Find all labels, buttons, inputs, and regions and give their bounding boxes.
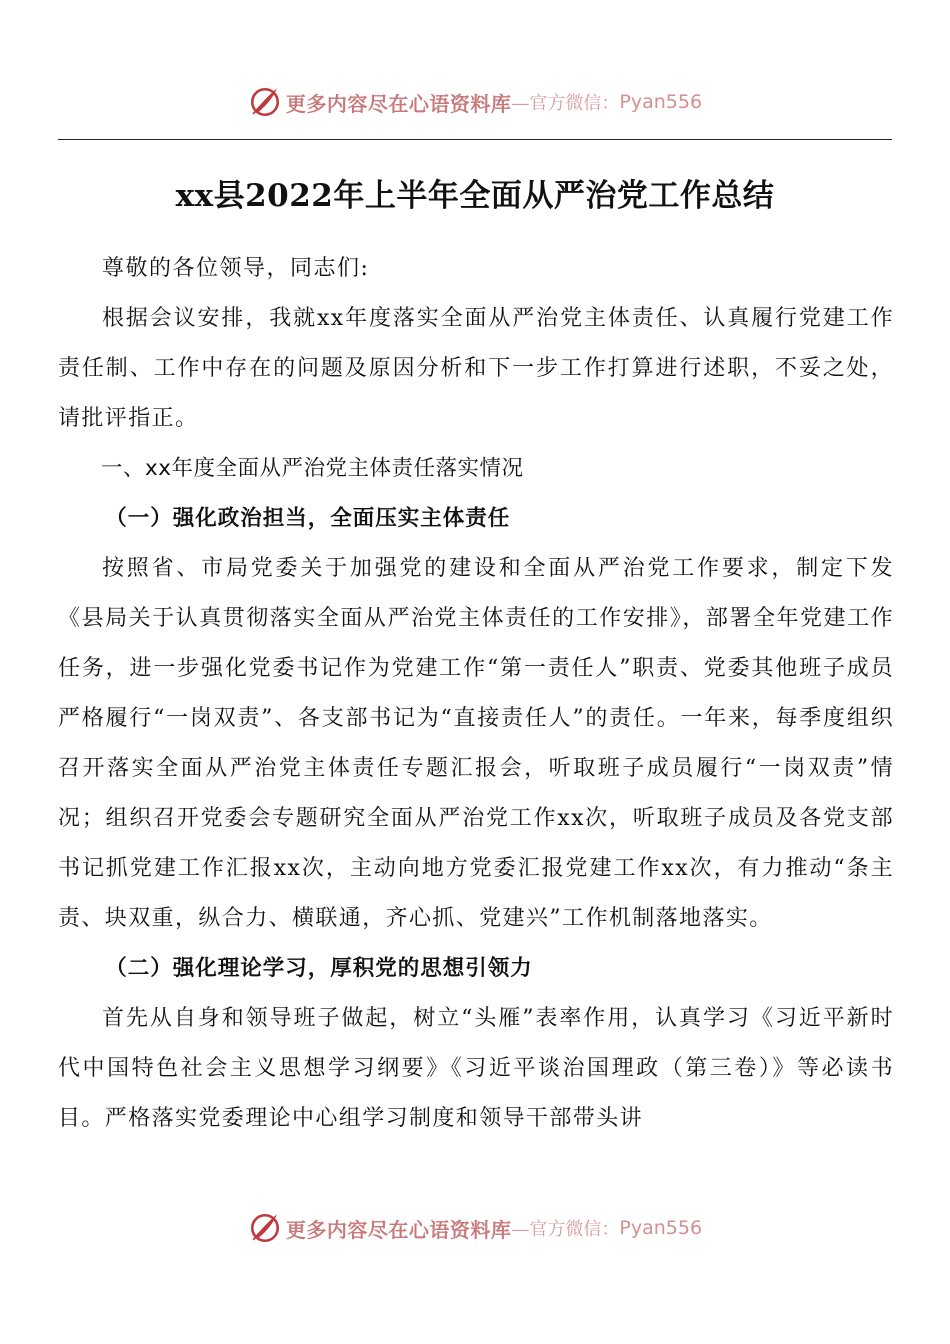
document-title: xx县2022年上半年全面从严治党工作总结: [175, 178, 775, 214]
watermark-wechat-label: —官方微信：: [511, 93, 620, 114]
watermark-main-text: 更多内容尽在心语资料库: [285, 91, 512, 116]
header-divider: [58, 139, 892, 140]
subsection-2-paragraph: 首先从自身和领导班子做起，树立“头雁”表率作用，认真学习《习近平新时代中国特色社会主义思想学习纲要》《习近平谈治国理政（第三卷）》等必读书目。严格落实党委理论中心组学习制度和领导干部带头讲: [58, 1006, 894, 1131]
watermark-wechat-id: Pyan556: [619, 1217, 703, 1239]
watermark-main-text: 更多内容尽在心语资料库: [285, 1217, 512, 1242]
watermark-banner-bottom: [0, 1208, 950, 1248]
document-body: [58, 244, 894, 1144]
subsection-1-heading: （一）强化政治担当，全面压实主体责任: [105, 506, 511, 531]
quill-pen-icon: [248, 85, 282, 119]
intro-paragraph: 根据会议安排，我就xx年度落实全面从严治党主体责任、认真履行党建工作责任制、工作中存在的问题及原因分析和下一步工作打算进行述职，不妥之处，请批评指正。: [58, 306, 894, 431]
watermark-wechat-label: —官方微信：: [511, 1219, 620, 1240]
watermark-wechat-id: Pyan556: [619, 91, 703, 113]
subsection-2-heading: （二）强化理论学习，厚积党的思想引领力: [105, 956, 533, 981]
watermark-banner-top: [0, 82, 950, 122]
quill-pen-icon: [248, 1211, 282, 1245]
section-1-heading: 一、xx年度全面从严治党主体责任落实情况: [101, 456, 524, 481]
greeting: 尊敬的各位领导，同志们:: [102, 256, 370, 281]
subsection-1-paragraph: 按照省、市局党委关于加强党的建设和全面从严治党工作要求，制定下发《县局关于认真贯彻落实全面从严治党主体责任的工作安排》，部署全年党建工作任务，进一步强化党委书记作为党建工作“第一责任人”职责、党委其他班子成员严格履行“一岗双责”、各支部书记为“直接责任人”的责任。一年来，每季度组织召开落实全面从严治党主体责任专题汇报会，听取班子成员履行“一岗双责”情况；组织召开党委会专题研究全面从严治党工作xx次，听取班子成员及各党支部书记抓党建工作汇报xx次，主动向地方党委汇报党建工作xx次，有力推动“条主责、块双重，纵合力、横联通，齐心抓、党建兴”工作机制落地落实。: [58, 556, 894, 931]
